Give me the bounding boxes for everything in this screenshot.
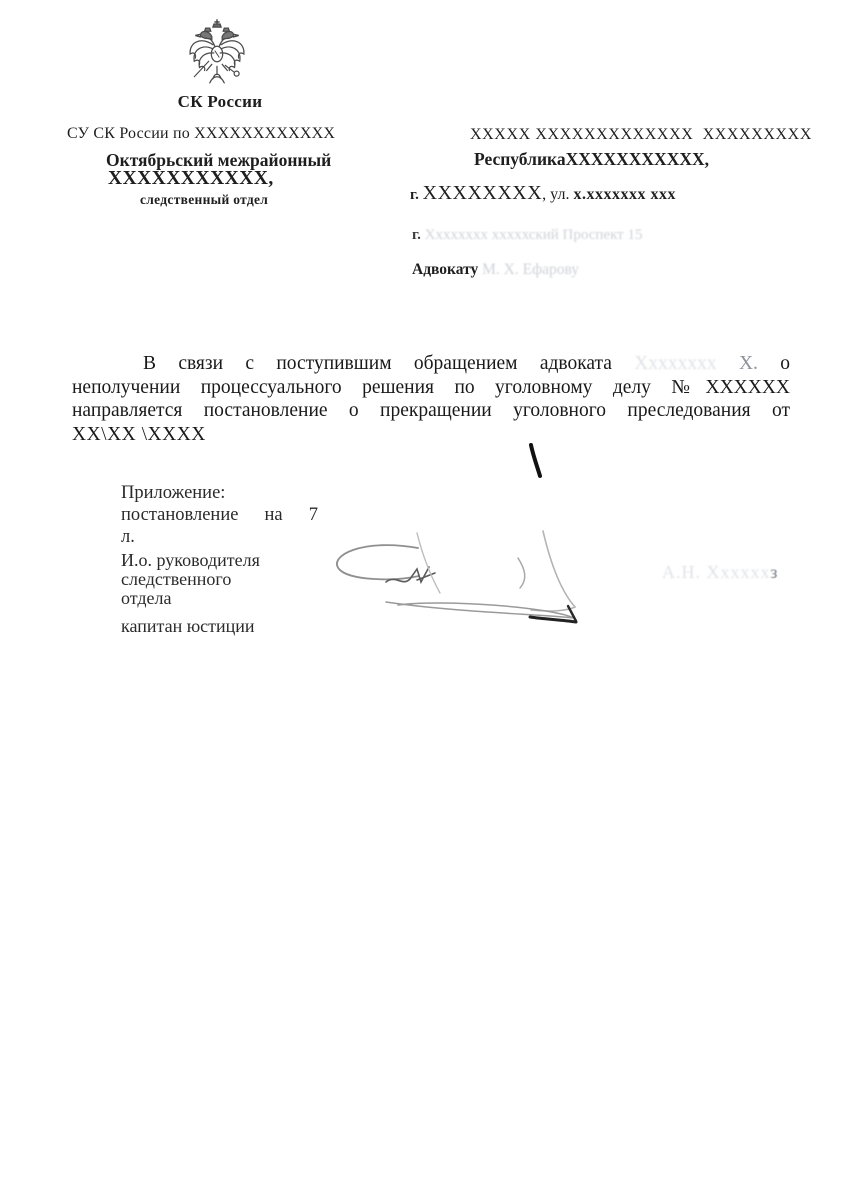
body-line1-name-faded: Хххххххх [634,353,717,374]
body-line1-initial: Х. [738,353,758,374]
body-line-1 [72,352,790,376]
body-line1-start: В связи с поступившим обращением адвоката [143,353,612,374]
org-title: СК России [177,92,263,111]
signer-position-line2: следственного [121,568,232,589]
faded-city-prefix: г. [412,227,425,243]
signer-position-line3: отдела [121,587,172,608]
city-prefix: г. [410,187,423,203]
body-line1-end: о [780,353,791,374]
org-name-line1: Октябрьский межрайонный [106,150,332,170]
org-name-line2: ХХХХХХХХХХХ, [108,168,274,189]
coat-of-arms-icon [186,18,248,90]
recipient-line1: ХХХХХ ХХХХХХХХХХХХХ ХХХХХХХХХ [470,126,812,143]
body-line-3: направляется постановление о прекращении уголовного преследования от [72,400,790,422]
signatory-name-end: з [770,562,779,582]
street-placeholder: х.ххххххх ххх [573,186,676,203]
signatory-name-faded: А.Н. Хххххх [662,562,771,582]
recipient-address [410,182,676,205]
signer-rank: капитан юстиции [121,616,255,637]
advocate-name-faded: М. Х. Ефарову [482,261,580,278]
org-department: следственный отдел [140,192,269,207]
street-label: , ул. [542,186,574,203]
recipient-faded-address [412,227,642,244]
recipient-advocate-line [412,261,579,279]
city-placeholder: ХХХХХХХХ [422,182,543,204]
signature-scribble [322,430,614,632]
attachment-block [121,482,318,548]
attachment-label: Приложение: [121,483,226,503]
faded-address-text: Хххххххх хххххский Проспект 15 [424,227,643,243]
signer-block [121,551,260,636]
signatory-name [662,562,778,583]
body-line-4-date: ХХ\ХХ \ХХХХ [72,423,206,445]
recipient-republic: РеспубликаХХХХХХХХХХХ, [474,149,709,169]
advocate-label: Адвокату [412,261,479,278]
body-line-2: неполучении процессуального решения по уголовному делу №ХХХХХХ [72,376,790,398]
attachment-line2: л. [121,527,135,547]
attachment-line1: постановление на 7 [121,505,318,525]
signer-position-line1: И.о. руководителя [121,550,260,570]
org-parent-line: СУ СК России по ХХХХХХХХХХХХ [67,125,336,142]
